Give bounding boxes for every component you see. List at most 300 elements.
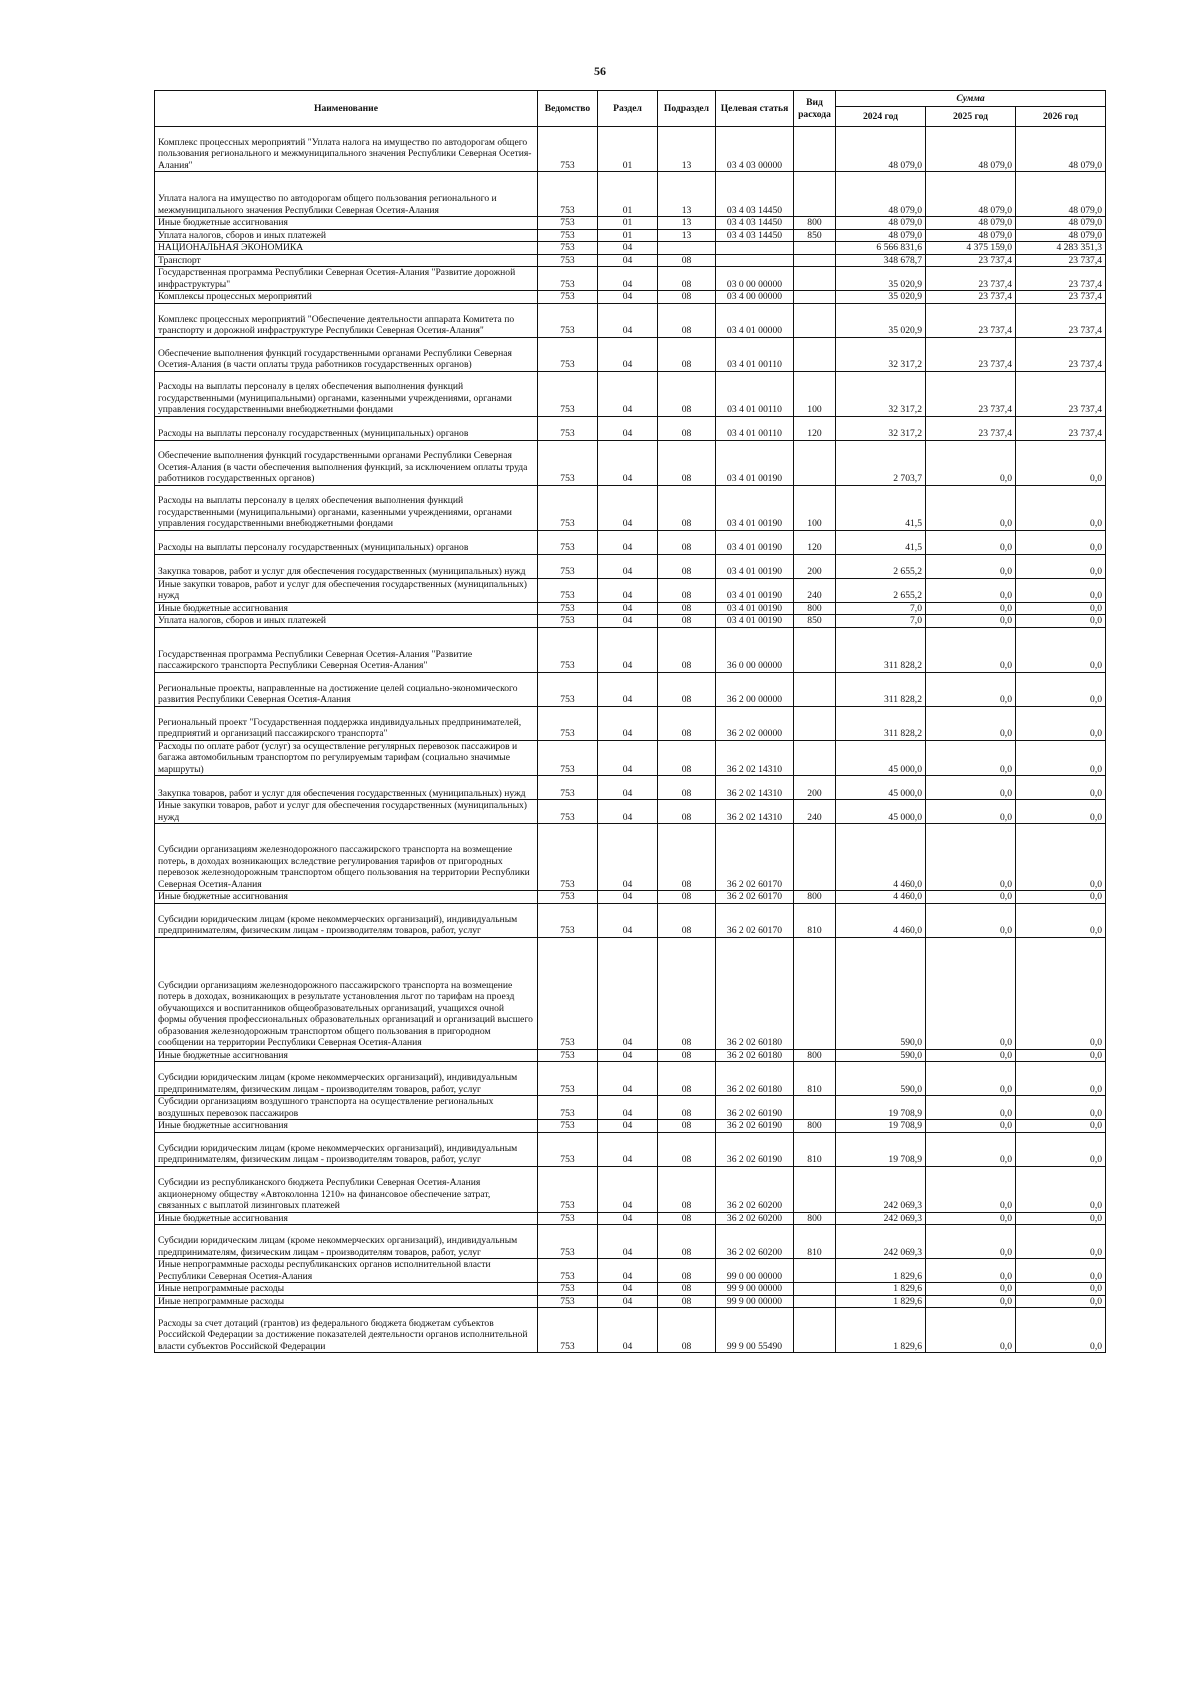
row-dept: 753 [538,530,598,554]
row-name: Закупка товаров, работ и услуг для обеспечения государственных (муниципальных) нужд [155,776,538,800]
row-kind [794,337,836,371]
header-dept: Ведомство [538,91,598,127]
table-row [155,554,1106,578]
page-number: 56 [594,64,606,78]
row-sum-2026: 0,0 [1016,937,1106,1049]
row-section: 04 [598,891,658,904]
row-sum-2025: 0,0 [926,627,1016,672]
row-name: Комплекс процессных мероприятий "Уплата налога на имущество по автодорогам общего пользования регионального и межмуниципального значения Республики Северная Осетия-Алания" [155,127,538,172]
row-sum-2025: 23 737,4 [926,254,1016,267]
row-name: Расходы по оплате работ (услуг) за осуществление регулярных перевозок пассажиров и багажа автомобильным транспортом по регулируемым тарифам (социально значимые маршруты) [155,740,538,776]
row-section: 04 [598,1120,658,1133]
row-sum-2024: 35 020,9 [836,303,926,337]
header-section: Раздел [598,91,658,127]
row-dept: 753 [538,254,598,267]
row-subsection: 08 [658,254,716,267]
row-subsection: 08 [658,337,716,371]
row-kind: 240 [794,800,836,824]
row-dept: 753 [538,824,598,891]
table-row [155,1049,1106,1062]
row-subsection: 08 [658,1062,716,1096]
table-row [155,672,1106,706]
row-target: 03 4 01 00190 [716,440,794,485]
row-subsection: 08 [658,1049,716,1062]
row-sum-2026: 23 737,4 [1016,416,1106,440]
table-row [155,615,1106,628]
row-dept: 753 [538,127,598,172]
row-section: 04 [598,554,658,578]
row-sum-2026: 0,0 [1016,615,1106,628]
row-name: Государственная программа Республики Северная Осетия-Алания "Развитие пассажирского транспорта Республики Северная Осетия-Алания" [155,627,538,672]
row-kind: 120 [794,530,836,554]
row-kind: 850 [794,615,836,628]
row-kind: 800 [794,217,836,230]
row-sum-2024: 19 708,9 [836,1120,926,1133]
row-section: 04 [598,672,658,706]
row-sum-2026: 0,0 [1016,903,1106,937]
row-dept: 753 [538,217,598,230]
row-sum-2026: 0,0 [1016,1132,1106,1166]
row-target [716,254,794,267]
row-sum-2024: 311 828,2 [836,627,926,672]
row-sum-2025: 48 079,0 [926,127,1016,172]
row-kind [794,1308,836,1353]
row-sum-2026: 48 079,0 [1016,229,1106,242]
row-sum-2026: 0,0 [1016,1049,1106,1062]
row-target: 03 0 00 00000 [716,267,794,291]
row-name: Иные бюджетные ассигнования [155,217,538,230]
row-target: 03 4 01 00110 [716,337,794,371]
row-name: Субсидии юридическим лицам (кроме некоммерческих организаций), индивидуальным предпринимателям, физическим лицам - производителям товаров, работ, услуг [155,1132,538,1166]
row-sum-2024: 242 069,3 [836,1166,926,1212]
table-row [155,217,1106,230]
row-name: Комплекс процессных мероприятий "Обеспечение деятельности аппарата Комитета по транспорту и дорожной инфраструктуре Республики Северная Осетия-Алания" [155,303,538,337]
row-kind: 810 [794,1062,836,1096]
row-kind: 810 [794,903,836,937]
row-subsection: 13 [658,127,716,172]
row-section: 04 [598,1295,658,1308]
row-subsection: 08 [658,1225,716,1259]
row-sum-2024: 311 828,2 [836,672,926,706]
row-sum-2026: 0,0 [1016,706,1106,740]
row-sum-2025: 0,0 [926,1096,1016,1120]
row-sum-2025: 0,0 [926,937,1016,1049]
row-subsection: 08 [658,530,716,554]
row-dept: 753 [538,706,598,740]
row-target: 03 4 01 00190 [716,554,794,578]
row-section: 04 [598,615,658,628]
row-subsection: 13 [658,217,716,230]
row-sum-2025: 0,0 [926,891,1016,904]
row-kind [794,1096,836,1120]
row-dept: 753 [538,800,598,824]
row-dept: 753 [538,440,598,485]
row-sum-2024: 2 703,7 [836,440,926,485]
row-section: 04 [598,254,658,267]
row-dept: 753 [538,1166,598,1212]
row-dept: 753 [538,485,598,530]
header-target: Целевая статья [716,91,794,127]
row-kind: 200 [794,776,836,800]
row-sum-2024: 7,0 [836,615,926,628]
row-sum-2024: 590,0 [836,937,926,1049]
row-sum-2026: 0,0 [1016,578,1106,602]
row-target: 03 4 01 00190 [716,485,794,530]
table-row [155,627,1106,672]
row-sum-2024: 4 460,0 [836,824,926,891]
row-dept: 753 [538,416,598,440]
row-section: 04 [598,242,658,255]
row-name: Обеспечение выполнения функций государственными органами Республики Северная Осетия-Алания (в части обеспечения выполнения функций, за исключением оплаты труда работников государственных органов) [155,440,538,485]
row-sum-2024: 2 655,2 [836,578,926,602]
row-kind [794,672,836,706]
row-sum-2025: 0,0 [926,1283,1016,1296]
row-sum-2024: 41,5 [836,530,926,554]
row-section: 04 [598,578,658,602]
row-subsection: 08 [658,776,716,800]
row-sum-2026: 0,0 [1016,554,1106,578]
row-sum-2024: 242 069,3 [836,1225,926,1259]
row-subsection: 08 [658,740,716,776]
row-sum-2026: 48 079,0 [1016,217,1106,230]
row-sum-2025: 0,0 [926,800,1016,824]
row-section: 01 [598,217,658,230]
row-kind: 200 [794,554,836,578]
row-section: 04 [598,776,658,800]
row-dept: 753 [538,937,598,1049]
row-subsection: 08 [658,554,716,578]
row-section: 04 [598,824,658,891]
row-sum-2024: 48 079,0 [836,172,926,217]
row-dept: 753 [538,1120,598,1133]
row-name: Субсидии юридическим лицам (кроме некоммерческих организаций), индивидуальным предпринимателям, физическим лицам - производителям товаров, работ, услуг [155,1062,538,1096]
row-subsection: 08 [658,291,716,304]
row-target: 03 4 03 14450 [716,217,794,230]
row-target: 03 4 01 00190 [716,602,794,615]
row-target: 36 2 02 60200 [716,1225,794,1259]
row-subsection: 08 [658,485,716,530]
row-subsection [658,242,716,255]
row-kind: 100 [794,371,836,416]
row-sum-2026: 0,0 [1016,800,1106,824]
row-sum-2024: 45 000,0 [836,776,926,800]
header-sum: Сумма [836,91,1106,107]
row-sum-2024: 311 828,2 [836,706,926,740]
row-section: 01 [598,229,658,242]
row-kind: 240 [794,578,836,602]
header-2026: 2026 год [1016,107,1106,127]
row-sum-2024: 19 708,9 [836,1096,926,1120]
row-dept: 753 [538,627,598,672]
row-dept: 753 [538,602,598,615]
row-section: 04 [598,1062,658,1096]
row-dept: 753 [538,672,598,706]
row-kind [794,706,836,740]
table-row [155,578,1106,602]
row-kind [794,824,836,891]
row-name: Региональный проект "Государственная поддержка индивидуальных предпринимателей, предприятий и организаций пассажирского транспорта" [155,706,538,740]
row-target: 03 4 03 00000 [716,127,794,172]
row-name: Закупка товаров, работ и услуг для обеспечения государственных (муниципальных) нужд [155,554,538,578]
table-row [155,416,1106,440]
row-kind [794,303,836,337]
row-target: 99 9 00 55490 [716,1308,794,1353]
row-sum-2024: 7,0 [836,602,926,615]
row-target: 03 4 01 00110 [716,416,794,440]
row-dept: 753 [538,1283,598,1296]
row-subsection: 08 [658,937,716,1049]
row-section: 04 [598,1212,658,1225]
row-kind [794,1166,836,1212]
row-sum-2025: 0,0 [926,1225,1016,1259]
row-sum-2025: 0,0 [926,1049,1016,1062]
row-kind [794,254,836,267]
table-row [155,1259,1106,1283]
row-sum-2026: 0,0 [1016,1096,1106,1120]
row-dept: 753 [538,229,598,242]
row-sum-2025: 0,0 [926,1166,1016,1212]
row-sum-2026: 0,0 [1016,1259,1106,1283]
table-row [155,1096,1106,1120]
row-sum-2026: 0,0 [1016,891,1106,904]
row-dept: 753 [538,337,598,371]
row-sum-2026: 23 737,4 [1016,267,1106,291]
row-section: 04 [598,740,658,776]
row-target: 03 4 01 00190 [716,578,794,602]
row-sum-2025: 0,0 [926,1295,1016,1308]
row-dept: 753 [538,776,598,800]
row-name: Иные непрограммные расходы [155,1295,538,1308]
row-subsection: 13 [658,172,716,217]
row-name: Уплата налогов, сборов и иных платежей [155,229,538,242]
row-name: Иные непрограммные расходы [155,1283,538,1296]
row-target: 36 2 02 60190 [716,1120,794,1133]
row-sum-2026: 0,0 [1016,485,1106,530]
row-sum-2024: 32 317,2 [836,337,926,371]
row-section: 04 [598,303,658,337]
row-subsection: 08 [658,903,716,937]
row-dept: 753 [538,891,598,904]
row-sum-2024: 35 020,9 [836,291,926,304]
row-sum-2025: 0,0 [926,485,1016,530]
row-name: Субсидии организациям воздушного транспорта на осуществление региональных воздушных перевозок пассажиров [155,1096,538,1120]
row-dept: 753 [538,740,598,776]
row-section: 04 [598,416,658,440]
row-sum-2024: 590,0 [836,1062,926,1096]
row-sum-2026: 0,0 [1016,602,1106,615]
row-sum-2024: 590,0 [836,1049,926,1062]
table-row [155,602,1106,615]
row-section: 04 [598,706,658,740]
row-kind [794,1259,836,1283]
row-sum-2026: 0,0 [1016,672,1106,706]
row-name: Иные бюджетные ассигнования [155,1120,538,1133]
row-sum-2025: 4 375 159,0 [926,242,1016,255]
row-target: 99 9 00 00000 [716,1283,794,1296]
table-row [155,371,1106,416]
header-kind: Вид расхода [794,91,836,127]
table-row [155,891,1106,904]
row-section: 01 [598,172,658,217]
row-kind: 800 [794,1120,836,1133]
row-sum-2024: 48 079,0 [836,229,926,242]
row-section: 04 [598,937,658,1049]
row-subsection: 08 [658,267,716,291]
row-sum-2026: 0,0 [1016,1062,1106,1096]
row-subsection: 08 [658,800,716,824]
row-target: 03 4 01 00000 [716,303,794,337]
row-target: 03 4 00 00000 [716,291,794,304]
row-target: 36 2 02 60190 [716,1132,794,1166]
row-sum-2025: 0,0 [926,1132,1016,1166]
row-section: 04 [598,485,658,530]
table-row [155,127,1106,172]
row-name: Уплата налогов, сборов и иных платежей [155,615,538,628]
row-sum-2024: 41,5 [836,485,926,530]
row-sum-2025: 23 737,4 [926,291,1016,304]
row-sum-2025: 0,0 [926,602,1016,615]
row-target: 36 2 02 60170 [716,903,794,937]
row-sum-2024: 45 000,0 [836,740,926,776]
row-dept: 753 [538,267,598,291]
row-subsection: 08 [658,1283,716,1296]
row-target: 03 4 01 00110 [716,371,794,416]
table-row [155,172,1106,217]
row-sum-2025: 0,0 [926,530,1016,554]
row-sum-2025: 23 737,4 [926,416,1016,440]
row-section: 01 [598,127,658,172]
table-row [155,1132,1106,1166]
row-target: 36 2 02 60180 [716,1062,794,1096]
row-kind: 850 [794,229,836,242]
header-2024: 2024 год [836,107,926,127]
row-sum-2026: 23 737,4 [1016,303,1106,337]
table-row [155,254,1106,267]
row-sum-2026: 23 737,4 [1016,337,1106,371]
row-sum-2025: 0,0 [926,554,1016,578]
table-row [155,1120,1106,1133]
table-row [155,242,1106,255]
row-name: Комплексы процессных мероприятий [155,291,538,304]
row-dept: 753 [538,1308,598,1353]
table-row [155,337,1106,371]
row-subsection: 08 [658,371,716,416]
header-subsection: Подраздел [658,91,716,127]
header-name: Наименование [155,91,538,127]
row-target: 36 2 02 60200 [716,1212,794,1225]
table-row [155,1225,1106,1259]
row-subsection: 08 [658,1212,716,1225]
header-2025: 2025 год [926,107,1016,127]
row-target: 03 4 01 00190 [716,530,794,554]
row-sum-2026: 0,0 [1016,1225,1106,1259]
row-dept: 753 [538,371,598,416]
row-kind [794,291,836,304]
row-dept: 753 [538,172,598,217]
row-dept: 753 [538,303,598,337]
row-sum-2026: 23 737,4 [1016,254,1106,267]
row-kind [794,1283,836,1296]
row-dept: 753 [538,1049,598,1062]
row-sum-2024: 2 655,2 [836,554,926,578]
row-sum-2026: 0,0 [1016,1295,1106,1308]
row-sum-2024: 4 460,0 [836,891,926,904]
row-sum-2024: 35 020,9 [836,267,926,291]
row-name: Субсидии юридическим лицам (кроме некоммерческих организаций), индивидуальным предпринимателям, физическим лицам - производителям товаров, работ, услуг [155,1225,538,1259]
row-name: Иные бюджетные ассигнования [155,1049,538,1062]
row-name: Обеспечение выполнения функций государственными органами Республики Северная Осетия-Алания (в части оплаты труда работников государственных органов) [155,337,538,371]
row-sum-2026: 0,0 [1016,1166,1106,1212]
row-target: 36 2 02 60180 [716,937,794,1049]
row-sum-2025: 0,0 [926,740,1016,776]
row-sum-2026: 23 737,4 [1016,371,1106,416]
row-sum-2024: 1 829,6 [836,1259,926,1283]
row-name: Расходы на выплаты персоналу государственных (муниципальных) органов [155,416,538,440]
row-sum-2024: 32 317,2 [836,371,926,416]
row-section: 04 [598,1132,658,1166]
row-sum-2024: 348 678,7 [836,254,926,267]
row-section: 04 [598,1049,658,1062]
row-sum-2025: 0,0 [926,1259,1016,1283]
row-dept: 753 [538,1225,598,1259]
row-section: 04 [598,1096,658,1120]
row-section: 04 [598,371,658,416]
row-target: 99 0 00 00000 [716,1259,794,1283]
row-target: 36 2 02 60180 [716,1049,794,1062]
row-subsection: 08 [658,627,716,672]
table-row [155,291,1106,304]
row-sum-2025: 0,0 [926,615,1016,628]
row-sum-2026: 0,0 [1016,530,1106,554]
row-sum-2025: 0,0 [926,903,1016,937]
row-sum-2024: 1 829,6 [836,1308,926,1353]
table-row [155,937,1106,1049]
table-row [155,1308,1106,1353]
row-dept: 753 [538,1295,598,1308]
row-dept: 753 [538,903,598,937]
row-sum-2025: 0,0 [926,672,1016,706]
row-subsection: 08 [658,706,716,740]
row-sum-2026: 0,0 [1016,776,1106,800]
table-row [155,229,1106,242]
row-section: 04 [598,1259,658,1283]
row-target: 99 9 00 00000 [716,1295,794,1308]
row-sum-2025: 0,0 [926,776,1016,800]
row-dept: 753 [538,1096,598,1120]
row-name: Региональные проекты, направленные на достижение целей социально-экономического развития Республики Северная Осетия-Алания [155,672,538,706]
row-section: 04 [598,530,658,554]
row-subsection: 08 [658,615,716,628]
row-name: Иные бюджетные ассигнования [155,602,538,615]
row-subsection: 08 [658,602,716,615]
row-subsection: 08 [658,440,716,485]
row-dept: 753 [538,1132,598,1166]
row-target: 03 4 01 00190 [716,615,794,628]
row-name: Расходы на выплаты персоналу в целях обеспечения выполнения функций государственными (муниципальными) органами, казенными учреждениями, органами управления государственными внебюджетными фондами [155,485,538,530]
row-section: 04 [598,1225,658,1259]
row-subsection: 08 [658,1295,716,1308]
row-section: 04 [598,1283,658,1296]
row-section: 04 [598,267,658,291]
row-kind: 800 [794,1049,836,1062]
row-dept: 753 [538,1212,598,1225]
table-row [155,1062,1106,1096]
row-sum-2026: 0,0 [1016,1283,1106,1296]
row-sum-2025: 0,0 [926,1308,1016,1353]
row-sum-2025: 48 079,0 [926,229,1016,242]
row-sum-2025: 48 079,0 [926,172,1016,217]
table-row [155,440,1106,485]
